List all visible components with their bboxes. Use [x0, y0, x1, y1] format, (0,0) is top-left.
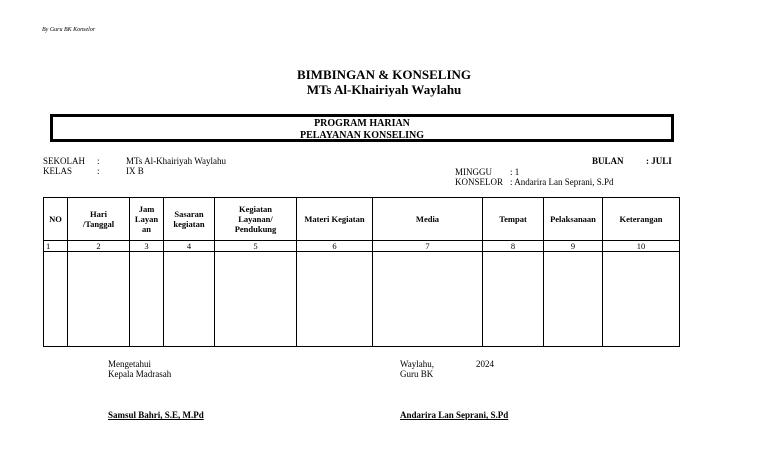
konselor-value: : Andarira Lan Seprani, S.Pd	[510, 177, 614, 187]
table-cell[interactable]	[44, 252, 68, 347]
program-table	[43, 197, 680, 347]
konselor-label: KONSELOR	[455, 177, 504, 187]
program-title-box	[50, 114, 674, 142]
header-pelaksanaan: Pelaksanaan	[544, 198, 603, 241]
column-number: 7	[373, 241, 483, 252]
table-number-row	[44, 241, 680, 252]
table-cell[interactable]	[68, 252, 130, 347]
table-row	[44, 252, 680, 347]
program-title-line1: PROGRAM HARIAN	[314, 118, 410, 129]
header-media: Media	[373, 198, 483, 241]
header-hari-tanggal: Hari /Tanggal	[68, 198, 130, 241]
header-jam-layanan: Jam Layan an	[130, 198, 164, 241]
byline: By Guru BK Konselor	[42, 27, 96, 33]
kelas-colon: :	[97, 166, 100, 176]
header-keterangan: Keterangan	[603, 198, 680, 241]
bulan-label: BULAN	[592, 156, 624, 166]
table-cell[interactable]	[483, 252, 544, 347]
table-cell[interactable]	[164, 252, 215, 347]
table-cell[interactable]	[297, 252, 373, 347]
kelas-value: IX B	[126, 166, 144, 176]
header-no: NO	[44, 198, 68, 241]
table-cell[interactable]	[215, 252, 297, 347]
table-cell[interactable]	[373, 252, 483, 347]
minggu-label: MINGGU	[455, 167, 492, 177]
column-number: 10	[603, 241, 680, 252]
header-kegiatan-layanan: Kegiatan Layanan/ Pendukung	[215, 198, 297, 241]
column-number: 5	[215, 241, 297, 252]
column-number: 2	[68, 241, 130, 252]
sig-right-place: Waylahu,	[400, 359, 435, 369]
table-cell[interactable]	[544, 252, 603, 347]
sekolah-colon: :	[97, 156, 100, 166]
sig-right-line2: Guru BK	[400, 369, 434, 379]
school-name: MTs Al-Khairiyah Waylahu	[306, 82, 462, 97]
sekolah-value: MTs Al-Khairiyah Waylahu	[126, 156, 226, 166]
column-number: 1	[44, 241, 68, 252]
table-cell[interactable]	[603, 252, 680, 347]
bulan-value: : JULI	[646, 156, 672, 166]
table-cell[interactable]	[130, 252, 164, 347]
header-materi-kegiatan: Materi Kegiatan	[297, 198, 373, 241]
column-number: 8	[483, 241, 544, 252]
sig-left-line1: Mengetahui	[108, 359, 151, 369]
principal-name: Samsul Bahri, S.E, M.Pd	[108, 410, 204, 420]
column-number: 3	[130, 241, 164, 252]
page-title: BIMBINGAN & KONSELING	[296, 67, 472, 82]
kelas-label: KELAS	[43, 166, 72, 176]
program-title-line2: PELAYANAN KONSELING	[299, 130, 424, 141]
column-number: 6	[297, 241, 373, 252]
sig-left-line2: Kepala Madrasah	[108, 369, 172, 379]
header-sasaran-kegiatan: Sasaran kegiatan	[164, 198, 215, 241]
sekolah-label: SEKOLAH	[43, 156, 85, 166]
counselor-name: Andarira Lan Seprani, S.Pd	[400, 410, 509, 420]
column-number: 4	[164, 241, 215, 252]
header-tempat: Tempat	[483, 198, 544, 241]
sig-right-year: 2024	[476, 359, 494, 369]
table-header-row	[44, 198, 680, 241]
minggu-value: : 1	[510, 167, 520, 177]
column-number: 9	[544, 241, 603, 252]
